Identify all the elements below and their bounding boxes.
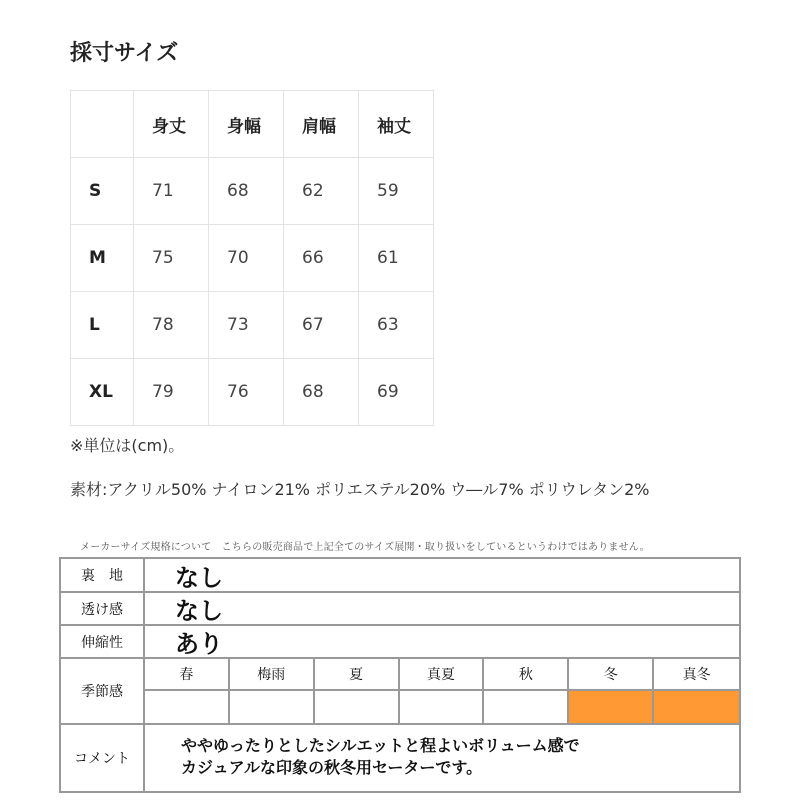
spec-label: 裏 地 xyxy=(61,559,145,591)
spec-row-lining xyxy=(61,559,739,593)
season-indicator xyxy=(654,691,739,723)
spec-row-season xyxy=(61,659,739,725)
size-label: XL xyxy=(71,359,134,426)
header-length: 身丈 xyxy=(134,91,209,158)
season-indicator xyxy=(484,691,569,723)
comment-line: ややゆったりとしたシルエットと程よいボリューム感で xyxy=(181,736,580,755)
spec-value: あり xyxy=(175,630,223,658)
table-cell: 78 xyxy=(134,292,209,359)
table-cell: 76 xyxy=(209,359,284,426)
table-cell: 66 xyxy=(284,225,359,292)
unit-note: ※単位は(cm)。 xyxy=(70,436,185,455)
season-grid xyxy=(145,659,739,723)
table-cell: 68 xyxy=(284,359,359,426)
season-indicator xyxy=(145,691,230,723)
season-name: 真冬 xyxy=(654,659,739,691)
table-cell: 70 xyxy=(209,225,284,292)
season-indicator xyxy=(400,691,485,723)
table-cell: 79 xyxy=(134,359,209,426)
spec-label: 季節感 xyxy=(61,659,145,723)
table-cell: 68 xyxy=(209,158,284,225)
table-cell: 69 xyxy=(359,359,434,426)
page-title: 採寸サイズ xyxy=(70,41,179,66)
spec-value: なし xyxy=(175,563,223,592)
header-width: 身幅 xyxy=(209,91,284,158)
season-name: 春 xyxy=(145,659,230,691)
table-row xyxy=(71,359,434,426)
spec-label: 透け感 xyxy=(61,593,145,624)
season-name: 梅雨 xyxy=(230,659,315,691)
spec-row-stretch xyxy=(61,626,739,659)
table-cell: 61 xyxy=(359,225,434,292)
season-indicator xyxy=(569,691,654,723)
maker-size-note: メーカーサイズ規格について こちらの販売商品で上記全てのサイズ展開・取り扱いをしているというわけではありません。 xyxy=(80,542,650,553)
size-table-corner xyxy=(71,91,134,158)
season-indicator xyxy=(315,691,400,723)
table-cell: 59 xyxy=(359,158,434,225)
spec-label: 伸縮性 xyxy=(61,626,145,657)
season-name: 秋 xyxy=(484,659,569,691)
spec-label: コメント xyxy=(61,725,145,791)
table-row xyxy=(71,292,434,359)
size-table-header-row xyxy=(71,91,434,158)
table-cell: 62 xyxy=(284,158,359,225)
table-cell: 67 xyxy=(284,292,359,359)
material-text: 素材:アクリル50% ナイロン21% ポリエステル20% ウ―ル7% ポリウレタン2% xyxy=(70,480,650,499)
size-label: S xyxy=(71,158,134,225)
size-table xyxy=(70,90,434,426)
size-label: M xyxy=(71,225,134,292)
comment-text xyxy=(181,735,580,779)
table-row xyxy=(71,158,434,225)
table-cell: 75 xyxy=(134,225,209,292)
season-name: 夏 xyxy=(315,659,400,691)
header-shoulder: 肩幅 xyxy=(284,91,359,158)
table-cell: 73 xyxy=(209,292,284,359)
spec-row-sheer xyxy=(61,593,739,626)
season-indicator xyxy=(230,691,315,723)
spec-table xyxy=(59,557,741,793)
header-sleeve: 袖丈 xyxy=(359,91,434,158)
table-cell: 63 xyxy=(359,292,434,359)
table-cell: 71 xyxy=(134,158,209,225)
comment-line: カジュアルな印象の秋冬用セーターです。 xyxy=(181,758,483,777)
table-row xyxy=(71,225,434,292)
spec-row-comment xyxy=(61,725,739,791)
size-label: L xyxy=(71,292,134,359)
season-name: 冬 xyxy=(569,659,654,691)
season-name: 真夏 xyxy=(400,659,485,691)
spec-value: なし xyxy=(175,597,223,625)
